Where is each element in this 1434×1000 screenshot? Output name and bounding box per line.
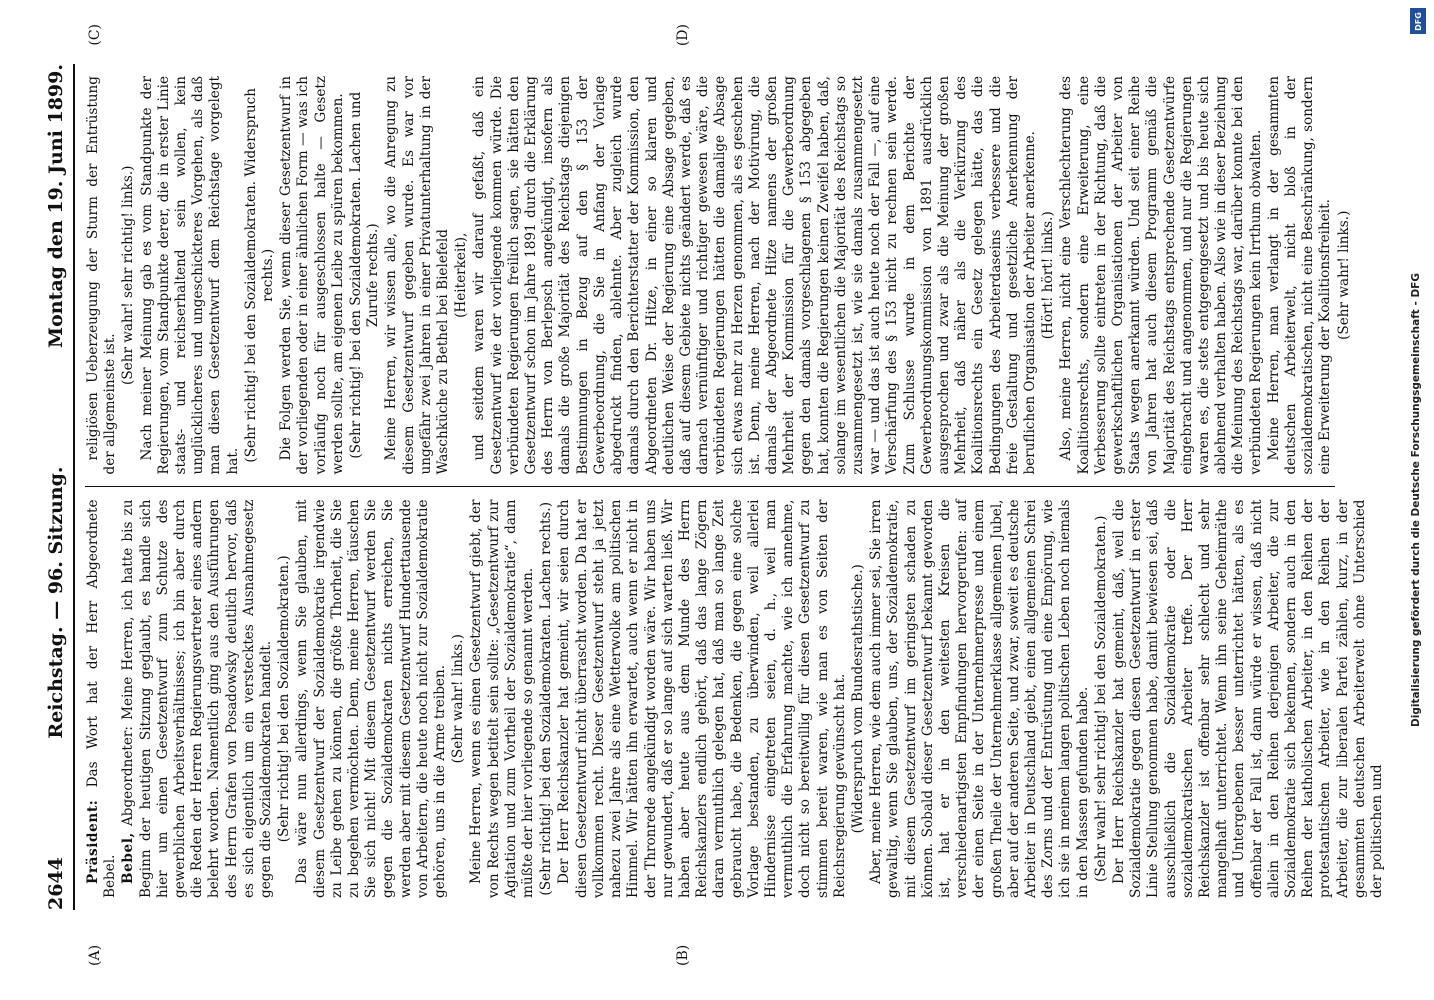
paragraph-text: Der Herr Reichskanzler hat gemeint, daß, weil die Sozialdemokratie gegen diesen Gesetzentwurf in erster Linie Stellung genommen habe, damit bewiesen sei, daß ausschließlich die Sozialdemokratie oder die sozialdemokratischen Arbeiter treffe. Der Herr Reichskanzler ist offenbar sehr schlecht und sehr mangelhaft unterrichtet. Wenn ihn seine Geheimräthe und Untergebenen besser unterrichtet hätten, als es offenbar der Fall ist, dann würde er wissen, daß nicht allein in den Reihen derjenigen Arbeiter, die zur Sozialdemokratie sich bekennen, sondern auch in den Reihen der katholischen Arbeiter, in den Reihen der protestantischen Arbeiter, wie in den Reihen der Arbeiter, die zur liberalen Partei zählen, kurz, in der gesammten deutschen Arbeiterwelt ohne Unterschied der politischen und [1110,499,1386,898]
paragraph [1111,500,1386,899]
interjection-text: (Sehr richtig! bei den Sozialdemokraten. Widerspruch rechts.) [242,87,277,463]
margin-letter-d: (D) [675,24,691,47]
paragraph-text: Das wäre nun allerdings, wenn Sie glauben, mit diesem Gesetzentwurf der Sozialdemokratie irgendwie zu Leibe gehen zu können, die größte Thorheit, die Sie zu begehen vermöchten. Denn, meine Herren, täuschen Sie sich nicht! Mit diesem Gesetzentwurf werden Sie gegen die Sozialdemokraten nichts erreichen, Sie werden aber mit diesem Gesetzentwurf Hunderttausende von Arbeitern, die heute noch nicht zur Sozialdemokratie gehören, uns in die Arme treiben. [294,499,449,898]
session-date: Montag den 19. Juni 1899. [45,64,67,348]
paragraph [278,76,347,475]
paragraph [468,500,537,899]
credit-text: Digitalisierung gefördert durch die Deutsche Forschungsgemeinschaft - DFG [1410,273,1422,727]
dfg-logo: DFG [1410,8,1426,34]
paragraph [1266,76,1335,475]
margin-letter-a: (A) [87,944,103,966]
paragraph-text: Meine Herren, wir wissen alle, wo die Anregung zu diesem Gesetzentwurf gegeben wurde. Es war vor ungefähr zwei Jahren in einer Privatunterhaltung in der Waschküche zu Bethel bei Bielefeld [383,76,452,475]
session-title: Reichstag. — 96. Sitzung. [45,466,67,739]
interjection-text: (Sehr wahr! sehr richtig! links.) [120,165,137,385]
paragraph-text: Nach meiner Meinung gab es vom Standpunkte der Regierungen, vom Standpunkte derer, die in erster Linie staats- und reichserhaltend sein wollen, kein unglücklicheres und ungeschickteres Vorgehen, als daß man diesen Gesetzentwurf dem Reichstage vorgelegt hat. [138,76,241,475]
document-page [17,20,1417,980]
interjection [538,500,555,899]
interjection [1040,76,1057,475]
paragraph [383,76,452,475]
paragraph-text: Der Herr Reichskanzler hat gemeint, wir seien durch diesen Gesetzentwurf nicht überrascht worden. Da hat er vollkommen recht. Dieser Gesetzentwurf steht ja jetzt nahezu zwei Jahre als eine Wetterwolke am politischen Himmel. Wir hätten ihn erwartet, auch wenn er nicht in der Thronrede angekündigt worden wäre. Wir haben uns nur gewundert, daß er so lange auf sich warten ließ. Wir haben aber heute aus dem Munde des Herrn Reichskanzlers endlich gehört, daß das lange Zögern daran vermuthlich gelegen hat, daß man so lange Zeit gebraucht habe, die Bedenken, die gegen eine solche Vorlage bestanden, zu überwinden, weil allerlei Hindernisse eingetreten seien, d. h., weil man vermuthlich die Erfahrung machte, wie ich annehme, doch nicht so bereitwillig für diesen Gesetzentwurf zu stimmen bereit waren, wie man es von Seiten der Reichsregierung gewünscht hat. [556,499,848,898]
speaker-name: Bebel, [120,832,137,884]
paragraph-text: Meine Herren, wenn es einen Gesetzentwurf giebt, der von Rechts wegen betitelt sein sollte: „Gesetzentwurf zur Agitation und zum Vortheil der Sozialdemokratie“, dann müßte der hier vorliegende so genannt werden. [468,499,537,898]
paragraph-text: religiösen Ueberzeugung der Sturm der Entrüstung der allgemeinste ist. [85,76,119,475]
interjection [120,76,137,475]
interjection-text: (Sehr wahr! sehr richtig! bei den Sozialdemokraten.) [1092,515,1109,882]
paragraph-text: Meine Herren, man verlangt in der gesammten deutschen Arbeiterwelt, nicht bloß in der sozialdemokratischen, nicht eine Beschränkung, sondern eine Erweiterung der Koalitionsfreiheit. [1265,76,1334,475]
right-column [85,64,1352,488]
paragraph [1058,76,1264,475]
paragraph-text: Aber, meine Herren, wie dem auch immer sei, Sie irren gewaltig, wenn Sie glauben, uns, der Sozialdemokratie, mit diesem Gesetzentwurf im geringsten schaden zu können. Sobald dieser Gesetzentwurf bekannt geworden ist, hat er in den weitesten Kreisen die verschiedenartigsten Empfindungen hervorgerufen: auf der einen Seite in der Unternehmerpresse und einem großen Theile der Unternehmerklasse allgemeinen Jubel, aber auf der anderen Seite, und zwar, soweit es deutsche Arbeiter in Deutschland giebt, einen allgemeinen Schrei des Zorns und der Entrüstung und eine Empörung, wie ich sie in meinem langen politischen Leben noch niemals in den Massen gefunden habe. [868,499,1091,898]
interjection [450,500,467,899]
interjection [243,76,277,475]
interjection [453,76,470,475]
paragraph-text: und seitdem waren wir darauf gefaßt, daß ein Gesetzentwurf wie der vorliegende kommen würde. Die verbündeten Regierungen freilich sagen, sie hätten den Gesetzentwurf schon im Jahre 1891 durch die Erklärung des Herrn von Berlepsch angekündigt, insofern als damals die große Majorität des Reichstags diejenigen Bestimmungen in Bezug auf den § 153 der Gewerbeordnung, die Sie in Anfang der Vorlage abgedruckt finden, ablehnte. Aber zugleich wurde damals durch den Berichterstatter der Kommission, den Abgeordneten Dr. Hitze, in einer so klaren und deutlichen Weise der Regierung eine Absage gegeben, daß auf diesem Gebiete nichts geändert werde, daß es darnach vernünftiger und richtiger gewesen wäre, die verbündeten Regierungen hätten die damalige Absage sich etwas mehr zu Herzen genommen, als es geschehen ist. Denn, meine Herren, nach der Motivirung, die damals der Abgeordnete Hitze namens der großen Mehrheit der Kommission für die Gewerbeordnung gegen den damals vorgeschlagenen § 153 abgegeben hat, konnten die Regierungen keinen Zweifel haben, daß, solange im wesentlichen die Majorität des Reichstags so zusammengesetzt ist, wie sie damals zusammengesetzt war — und das ist auch heute noch der Fall —, auf eine Verschärfung des § 153 nicht zu rechnen sein werde. Zum Schlusse wurde in dem Berichte der Gewerbeordnungskommission von 1891 ausdrücklich ausgesprochen und zwar als die Meinung der großen Mehrheit, daß näher als die Verkürzung des Koalitionsrechts ein Gesetz gelegen hätte, das die Bedingungen des Arbeiterdaseins verbessere und die freie Gestaltung und gesetzliche Anerkennung der beruflichen Organisation der Arbeiter anerkenne. [471,76,1038,475]
paragraph-text: Also, meine Herren, nicht eine Verschlechterung des Koalitionsrechts, sondern eine Erweiterung, eine Verbesserung sollte eintreten in der Richtung, daß die gewerkschaftlichen Organisationen der Arbeiter von Staats wegen anerkannt würden. Und seit einer Reihe von Jahren hat auch diesem Programm gemäß die Majorität des Reichstags entsprechende Gesetzentwürfe eingebracht und angenommen, und nur die Regierungen waren es, die stets entgegengesetzt und bis heute sich ablehnend verhalten haben. Also wie in dieser Beziehung die Meinung des Reichstags war, darüber konnte bei den verbündeten Regierungen kein Irrthum obwalten. [1058,76,1264,475]
paragraph [85,76,119,475]
interjection-text: (Sehr wahr! links.) [450,634,467,764]
paragraph [471,76,1039,475]
paragraph [868,500,1092,899]
interjection-text: (Sehr wahr! links.) [1335,210,1352,340]
paragraph [139,76,242,475]
interjection [276,500,293,899]
paragraph-text: Die Folgen werden Sie, wenn dieser Gesetzentwurf in der vorliegenden oder in einer ähnlichen Form — was ich vorläufig noch für ausgeschlossen halte — Gesetz werden sollte, am eigenen Leibe zu spüren bekommen. [278,76,346,475]
interjection [850,500,867,899]
paragraph [556,500,848,899]
margin-letter-b: (B) [675,944,691,966]
digitization-credit [1402,6,1430,994]
interjection-text: (Hört! hört! links.) [1040,211,1057,340]
paragraph [120,500,275,899]
interjection-text: (Widerspruch vom Bundesrathstische.) [849,564,866,834]
interjection-text: (Sehr richtig! bei den Sozialdemokraten.) [276,555,293,843]
running-head [45,64,75,910]
interjection-text: (Sehr richtig! bei den Sozialdemokraten. Lachen rechts.) [538,501,555,896]
paragraph [294,500,449,899]
interjection [1093,500,1110,899]
page-number: 2644 [45,857,67,910]
paragraph [85,500,119,899]
left-column [85,488,1386,911]
paragraph-text: Abgeordneter: Meine Herren, ich hatte bis zu Beginn der heutigen Sitzung geglaubt, es handle sich hier um einen Gesetzentwurf zum Schutze des gewerblichen Arbeitsverhältnisses; ich bin aber durch die Reden der Herren Regierungsvertreter eines andern belehrt worden. Namentlich ging aus den Ausführungen des Herrn Grafen von Posadowsky deutlich hervor, daß es sich eigentlich um ein verstecktes Ausnahmegesetz gegen die Sozialdemokraten handelt. [120,499,275,898]
text-columns [85,24,1386,966]
interjection [1336,76,1353,475]
paragraph-text: Das Wort hat der Herr Abgeordnete Bebel. [85,499,119,898]
speaker-name: Präsident: [85,799,101,884]
interjection-text: (Sehr richtig! bei den Sozialdemokraten. Lachen und Zurufe rechts.) [348,91,382,459]
interjection-text: (Heiterkeit), [453,232,470,318]
margin-letter-c: (C) [87,24,103,46]
interjection [348,76,382,475]
